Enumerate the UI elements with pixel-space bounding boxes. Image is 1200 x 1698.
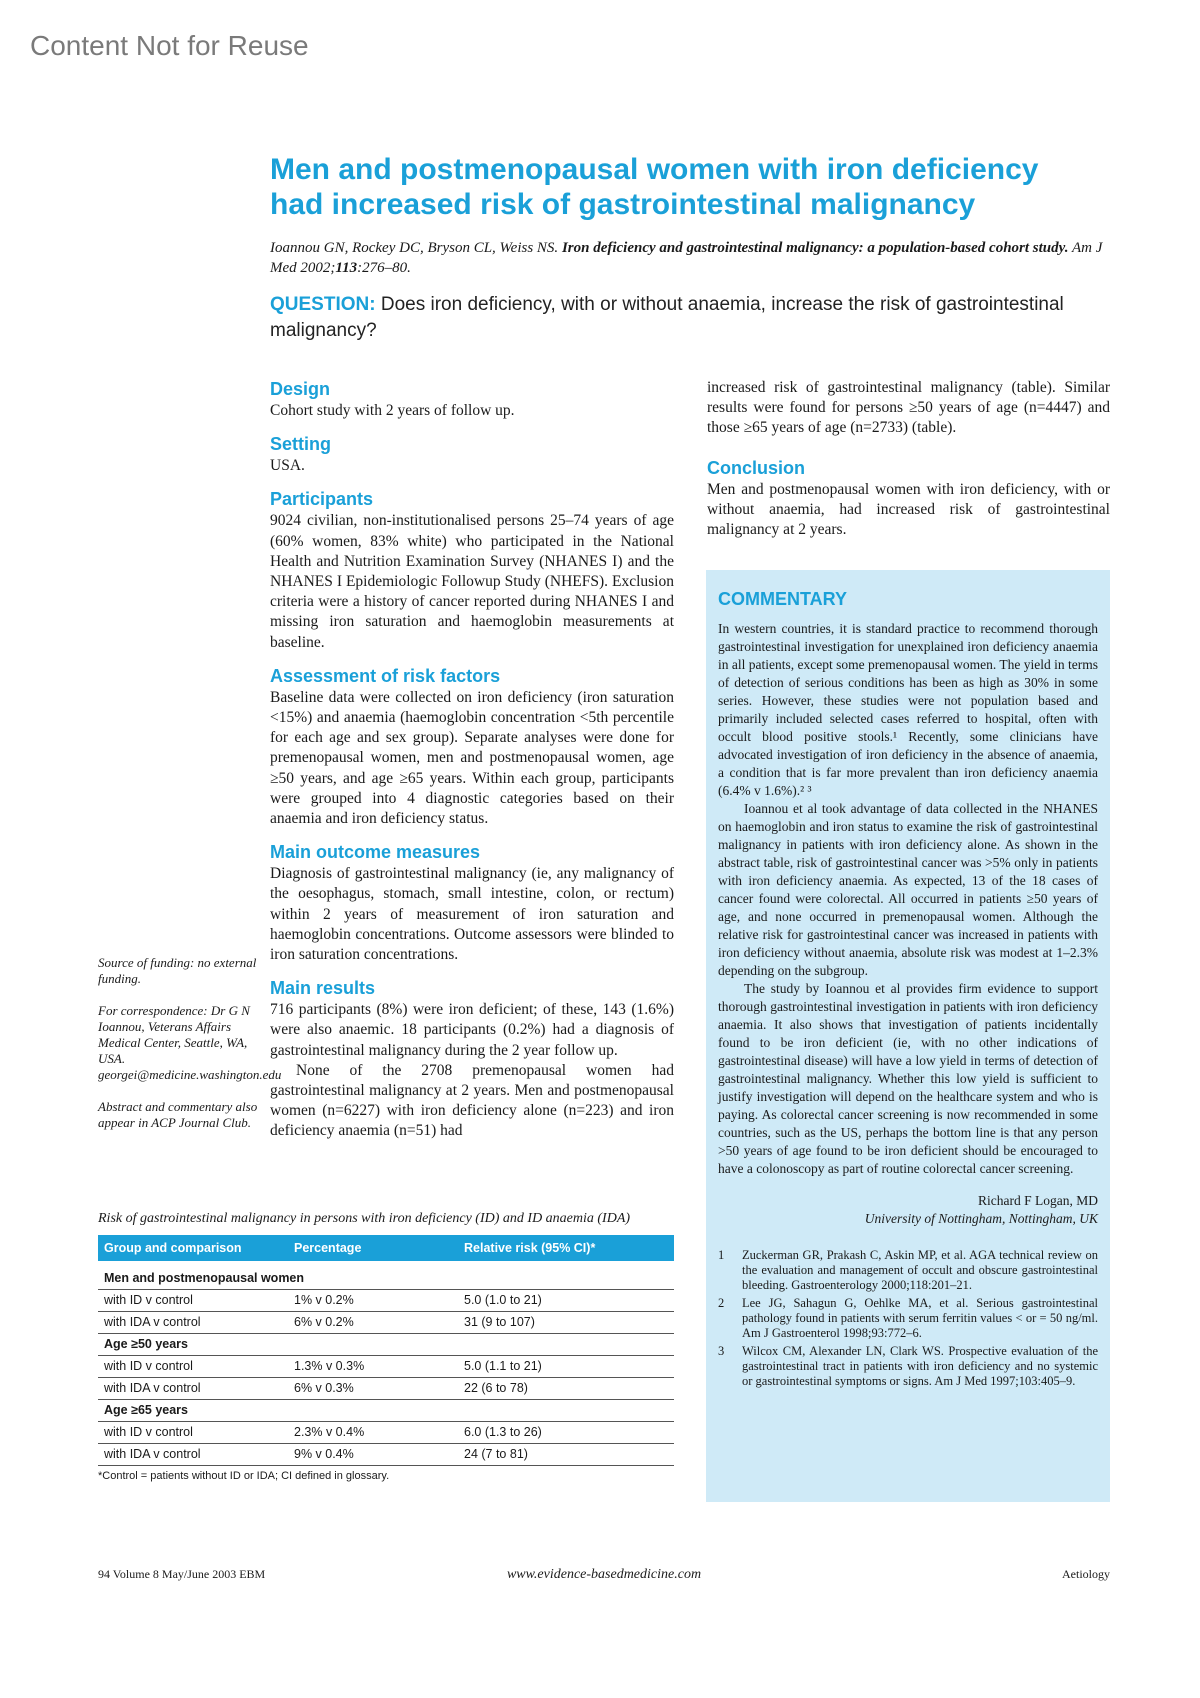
outcomes-heading: Main outcome measures bbox=[270, 842, 481, 863]
results-table bbox=[98, 1235, 674, 1466]
design-text: Cohort study with 2 years of follow up. bbox=[270, 402, 515, 419]
table-header-cell: Group and comparison bbox=[98, 1235, 288, 1261]
citation-authors: Ioannou GN, Rockey DC, Bryson CL, Weiss NS. bbox=[270, 240, 559, 256]
reference-number: 2 bbox=[718, 1296, 725, 1310]
design-heading: Design bbox=[270, 379, 331, 399]
question-label: QUESTION: bbox=[270, 294, 376, 315]
results-paragraph-2: None of the 2708 premenopausal women had gastrointestinal malignancy at 2 years. Men and postmenopausal women (n=6227) with iron deficiency alone (n=223) and iron deficiency anaemia (n=51) had bbox=[270, 1061, 674, 1140]
table-row bbox=[98, 1444, 674, 1466]
article-title: Men and postmenopausal women with iron deficiency had increased risk of gastrointestinal malignancy bbox=[270, 153, 1039, 221]
footer-website-link[interactable]: www.evidence-basedmedicine.com bbox=[506, 1567, 702, 1582]
table-row bbox=[98, 1312, 674, 1334]
reference-item bbox=[718, 1344, 1098, 1389]
citation-article-title: Iron deficiency and gastrointestinal malignancy: a population-based cohort study. bbox=[561, 240, 1069, 256]
setting-heading: Setting bbox=[270, 434, 331, 455]
table-cell: 31 (9 to 107) bbox=[458, 1312, 674, 1334]
question-text: Does iron deficiency, with or without anaemia, increase the risk of gastrointestinal malignancy? bbox=[270, 294, 1064, 341]
sidebar-notes bbox=[98, 955, 282, 1147]
table-row bbox=[98, 1290, 674, 1312]
assessment-text: Baseline data were collected on iron deficiency (iron saturation <15%) and anaemia (haemoglobin concentration <5th percentile for each age and sex group). Separate analyses were done for premenopausal women, men and postmenopausal women, age ≥50 years, and age ≥65 years. Within each group, participants were grouped into 4 diagnostic categories based on their anaemia and iron deficiency status. bbox=[270, 688, 674, 828]
commentary-box bbox=[706, 570, 1110, 1502]
reference-text: Wilcox CM, Alexander LN, Clark WS. Prospective evaluation of the gastrointestinal tract in patients with iron deficiency and no systemic or gastrointestinal symptoms or signs. Am J Med 1997;103:405–9. bbox=[742, 1344, 1098, 1388]
conclusion-text: Men and postmenopausal women with iron deficiency, with or without anaemia, had increased risk of gastrointestinal malignancy at 2 years. bbox=[707, 480, 1110, 539]
commentary-affiliation: University of Nottingham, Nottingham, UK bbox=[864, 1211, 1098, 1226]
references bbox=[718, 1248, 1098, 1389]
conclusion-heading: Conclusion bbox=[707, 457, 805, 478]
table-cell: 9% v 0.4% bbox=[288, 1444, 458, 1466]
assessment-heading: Assessment of risk factors bbox=[270, 665, 501, 686]
table-header-cell: Percentage bbox=[288, 1235, 458, 1261]
citation-pages: :276–80. bbox=[357, 260, 411, 276]
reference-text: Zuckerman GR, Prakash C, Askin MP, et al. AGA technical review on the evaluation and management of occult and obscure gastrointestinal bleeding. Gastroenterology 2000;118:201–21. bbox=[742, 1248, 1098, 1292]
reference-number: 1 bbox=[718, 1248, 725, 1262]
reference-number: 3 bbox=[718, 1344, 725, 1358]
results-heading: Main results bbox=[270, 978, 376, 999]
results-paragraph-1: 716 participants (8%) were iron deficient; of these, 143 (1.6%) were also anaemic. 18 participants (0.2%) had a diagnosis of gastrointestinal malignancy during the 2 year follow up. bbox=[270, 1001, 674, 1059]
table-group-label: Age ≥65 years bbox=[98, 1400, 674, 1422]
table-footnote: *Control = patients without ID or IDA; CI defined in glossary. bbox=[98, 1470, 390, 1482]
table-cell: with ID v control bbox=[98, 1290, 288, 1312]
funding-note: Source of funding: no external funding. bbox=[98, 955, 257, 986]
commentary-paragraph-3: The study by Ioannou et al provides firm evidence to support thorough gastrointestinal investigation in patients with iron deficiency anaemia. It also shows that investigation of patients incidentally found to be iron deficient (ie, with no other indications of gastrointestinal disease) will have a low yield in terms of detection of gastrointestinal malignancy. Whether this low yield is sufficient to justify investigation will depend on the healthcare system and who is paying. As colorectal cancer screening is now recommended in some countries, such as the US, perhaps the bottom line is that any person >50 years of age found to be iron deficient should be encouraged to have a colonoscopy as part of routine colorectal cancer screening. bbox=[718, 981, 1098, 1176]
table-group-label: Men and postmenopausal women bbox=[98, 1261, 674, 1290]
question bbox=[270, 292, 1100, 344]
reference-item bbox=[718, 1248, 1098, 1293]
table-group-row bbox=[98, 1400, 674, 1422]
participants-heading: Participants bbox=[270, 489, 374, 510]
participants-text: 9024 civilian, non-institutionalised persons 25–74 years of age (60% women, 83% white) who participated in the National Health and Nutrition Examination Survey (NHANES I) and the NHANES I Epidemiologic Followup Study (NHEFS). Exclusion criteria were a history of cancer reported during NHANES I and missing iron saturation and haemoglobin measurements at baseline. bbox=[270, 512, 674, 651]
commentary-paragraph-1: In western countries, it is standard practice to recommend thorough gastrointestinal investigation for unexplained iron deficiency anaemia in all patients, except some premenopausal women. The yield in terms of detection of serious conditions has been as high as 30% in some series. However, these studies were not population based and primarily included selected cases referred to hospital, often with occult blood positive stools.¹ Recently, some clinicians have advocated investigation of iron deficiency in the absence of anaemia, a condition that is far more prevalent than iron deficiency anaemia (6.4% v 1.6%).² ³ bbox=[718, 621, 1098, 798]
commentary-author: Richard F Logan, MD bbox=[978, 1193, 1098, 1208]
table-group-row bbox=[98, 1261, 674, 1290]
table-cell: 5.0 (1.1 to 21) bbox=[458, 1356, 674, 1378]
right-column bbox=[707, 378, 1110, 540]
table-group-row bbox=[98, 1334, 674, 1356]
table-header-cell: Relative risk (95% CI)* bbox=[458, 1235, 674, 1261]
table-cell: 6% v 0.2% bbox=[288, 1312, 458, 1334]
table-cell: with ID v control bbox=[98, 1422, 288, 1444]
table-row bbox=[98, 1378, 674, 1400]
left-column bbox=[270, 378, 674, 1142]
table-cell: 1.3% v 0.3% bbox=[288, 1356, 458, 1378]
commentary-paragraph-2: Ioannou et al took advantage of data collected in the NHANES on haemoglobin and iron status to examine the risk of gastrointestinal malignancy in patients with iron deficiency alone. As shown in the abstract table, risk of gastrointestinal cancer was >5% only in patients with iron deficiency anaemia. As expected, 13 of the 18 cases of cancer found were colorectal. All occurred in patients ≥50 years of age, and none occurred in premenopausal women. Although the relative risk for gastrointestinal cancer was increased in patients with iron deficiency without anaemia, absolute risk was modest at 1–2.3% depending on the subgroup. bbox=[718, 801, 1098, 978]
citation bbox=[270, 238, 1108, 278]
table-cell: 2.3% v 0.4% bbox=[288, 1422, 458, 1444]
table-group-label: Age ≥50 years bbox=[98, 1334, 674, 1356]
reference-item bbox=[718, 1296, 1098, 1341]
table-cell: with IDA v control bbox=[98, 1312, 288, 1334]
table-cell: with IDA v control bbox=[98, 1378, 288, 1400]
table-caption: Risk of gastrointestinal malignancy in persons with iron deficiency (ID) and ID anaemia (IDA) bbox=[98, 1211, 631, 1226]
table-cell: 1% v 0.2% bbox=[288, 1290, 458, 1312]
correspondence-note: For correspondence: Dr G N Ioannou, Veterans Affairs Medical Center, Seattle, WA, USA. georgei@medicine.washington.edu bbox=[98, 1003, 282, 1082]
table-header-row bbox=[98, 1235, 674, 1261]
table-cell: 6% v 0.3% bbox=[288, 1378, 458, 1400]
abstract-note: Abstract and commentary also appear in ACP Journal Club. bbox=[98, 1099, 258, 1130]
footer-section: Aetiology bbox=[1062, 1567, 1110, 1581]
table-row bbox=[98, 1356, 674, 1378]
reference-text: Lee JG, Sahagun G, Oehlke MA, et al. Serious gastrointestinal pathology found in patients with serum ferritin values < or = 50 ng/ml. Am J Gastroenterol 1998;93:772–6. bbox=[742, 1296, 1098, 1340]
table-cell: 22 (6 to 78) bbox=[458, 1378, 674, 1400]
table-cell: 6.0 (1.3 to 26) bbox=[458, 1422, 674, 1444]
table-cell: with ID v control bbox=[98, 1356, 288, 1378]
citation-journal: Am J Med 2002; bbox=[270, 240, 1103, 276]
results-table-block bbox=[98, 1210, 674, 1482]
results-paragraph-3: increased risk of gastrointestinal malignancy (table). Similar results were found for persons ≥50 years of age (n=4447) and those ≥65 years of age (n=2733) (table). bbox=[707, 379, 1110, 437]
footer-issue: 94 Volume 8 May/June 2003 EBM bbox=[98, 1567, 266, 1581]
table-cell: 24 (7 to 81) bbox=[458, 1444, 674, 1466]
table-row bbox=[98, 1422, 674, 1444]
watermark: Content Not for Reuse bbox=[30, 30, 309, 61]
setting-text: USA. bbox=[270, 457, 305, 475]
citation-volume: 113 bbox=[335, 260, 358, 276]
commentary-heading: COMMENTARY bbox=[718, 589, 847, 609]
table-cell: with IDA v control bbox=[98, 1444, 288, 1466]
outcomes-text: Diagnosis of gastrointestinal malignancy (ie, any malignancy of the oesophagus, stomach, small intestine, colon, or rectum) within 2 years of measurement of iron saturation and haemoglobin concentrations. Outcome assessors were blinded to iron saturation concentrations. bbox=[270, 865, 674, 964]
table-cell: 5.0 (1.0 to 21) bbox=[458, 1290, 674, 1312]
